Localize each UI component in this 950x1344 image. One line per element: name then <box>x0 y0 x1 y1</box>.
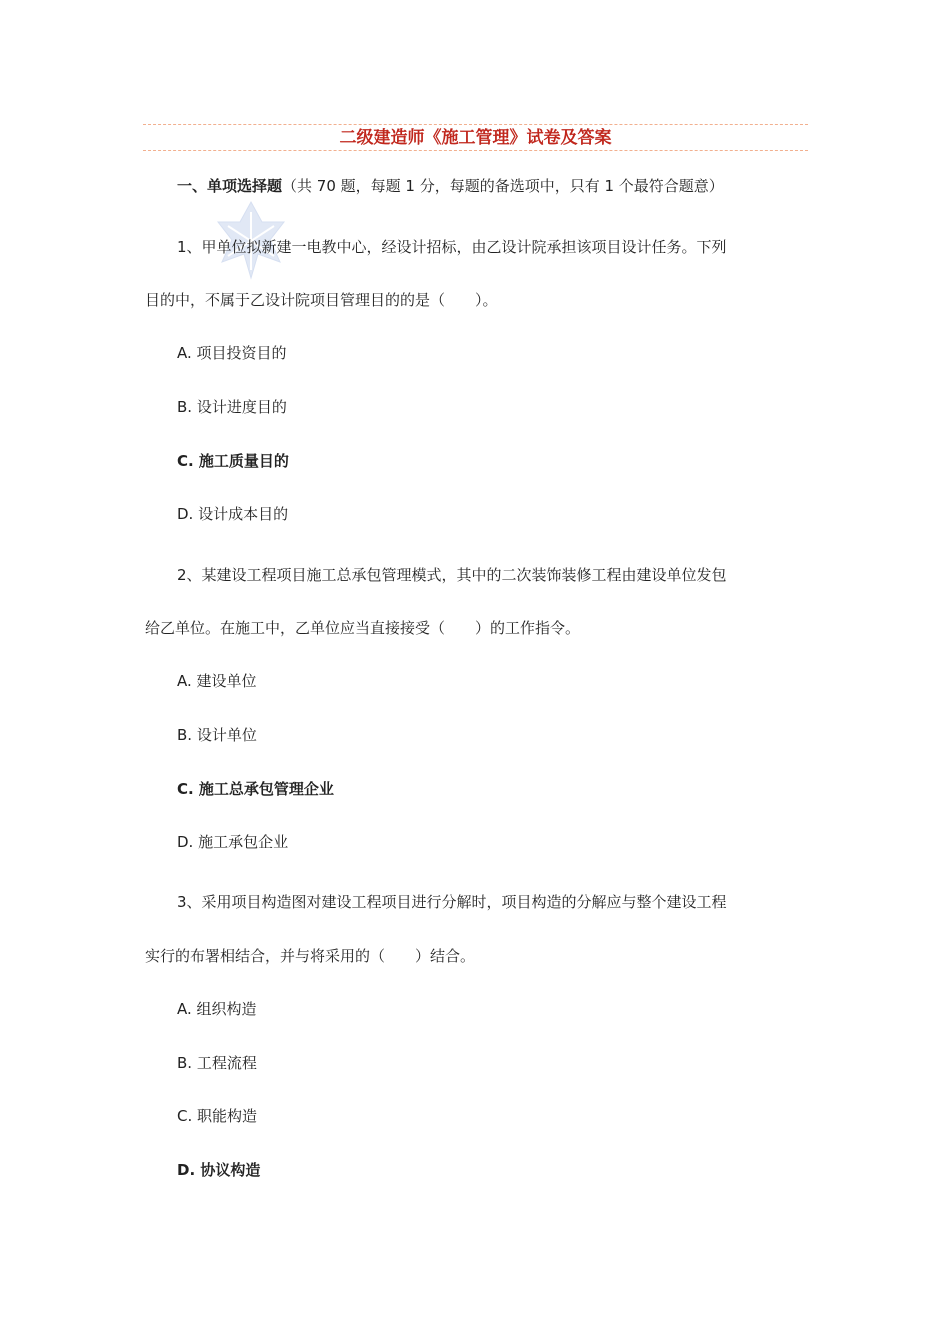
question-3-option-d-answer: D. 协议构造 <box>177 1161 261 1179</box>
question-1-stem-line1: 1、甲单位拟新建一电教中心，经设计招标，由乙设计院承担该项目设计任务。下列 <box>177 238 727 256</box>
question-2-option-b: B. 设计单位 <box>177 726 257 744</box>
section-heading <box>177 175 724 197</box>
question-3-option-c: C. 职能构造 <box>177 1107 258 1125</box>
question-3-stem-line2: 实行的布署相结合，并与将采用的（ ）结合。 <box>145 947 476 965</box>
section-heading-note: （共 70 题，每题 1 分，每题的备选项中，只有 1 个最符合题意） <box>282 177 724 195</box>
question-3-stem-line1: 3、采用项目构造图对建设工程项目进行分解时，项目构造的分解应与整个建设工程 <box>177 893 727 911</box>
question-1-option-a: A. 项目投资目的 <box>177 344 287 362</box>
title-bottom-divider <box>143 150 808 151</box>
question-3-option-a: A. 组织构造 <box>177 1000 257 1018</box>
title-top-divider <box>143 124 808 125</box>
question-1-option-b: B. 设计进度目的 <box>177 398 287 416</box>
question-3-option-b: B. 工程流程 <box>177 1054 257 1072</box>
question-1-stem-line2: 目的中，不属于乙设计院项目管理目的的是（ ）。 <box>145 291 498 309</box>
question-1-option-c-answer: C. 施工质量目的 <box>177 452 289 470</box>
question-2-option-d: D. 施工承包企业 <box>177 833 289 851</box>
question-2-stem-line2: 给乙单位。在施工中，乙单位应当直接接受（ ）的工作指令。 <box>145 619 581 637</box>
section-heading-label: 一、单项选择题 <box>177 177 283 195</box>
question-1-option-d: D. 设计成本目的 <box>177 505 289 523</box>
document-title: 二级建造师《施工管理》试卷及答案 <box>339 128 612 148</box>
question-2-option-c-answer: C. 施工总承包管理企业 <box>177 780 334 798</box>
question-2-option-a: A. 建设单位 <box>177 672 257 690</box>
question-2-stem-line1: 2、某建设工程项目施工总承包管理模式，其中的二次装饰装修工程由建设单位发包 <box>177 566 727 584</box>
